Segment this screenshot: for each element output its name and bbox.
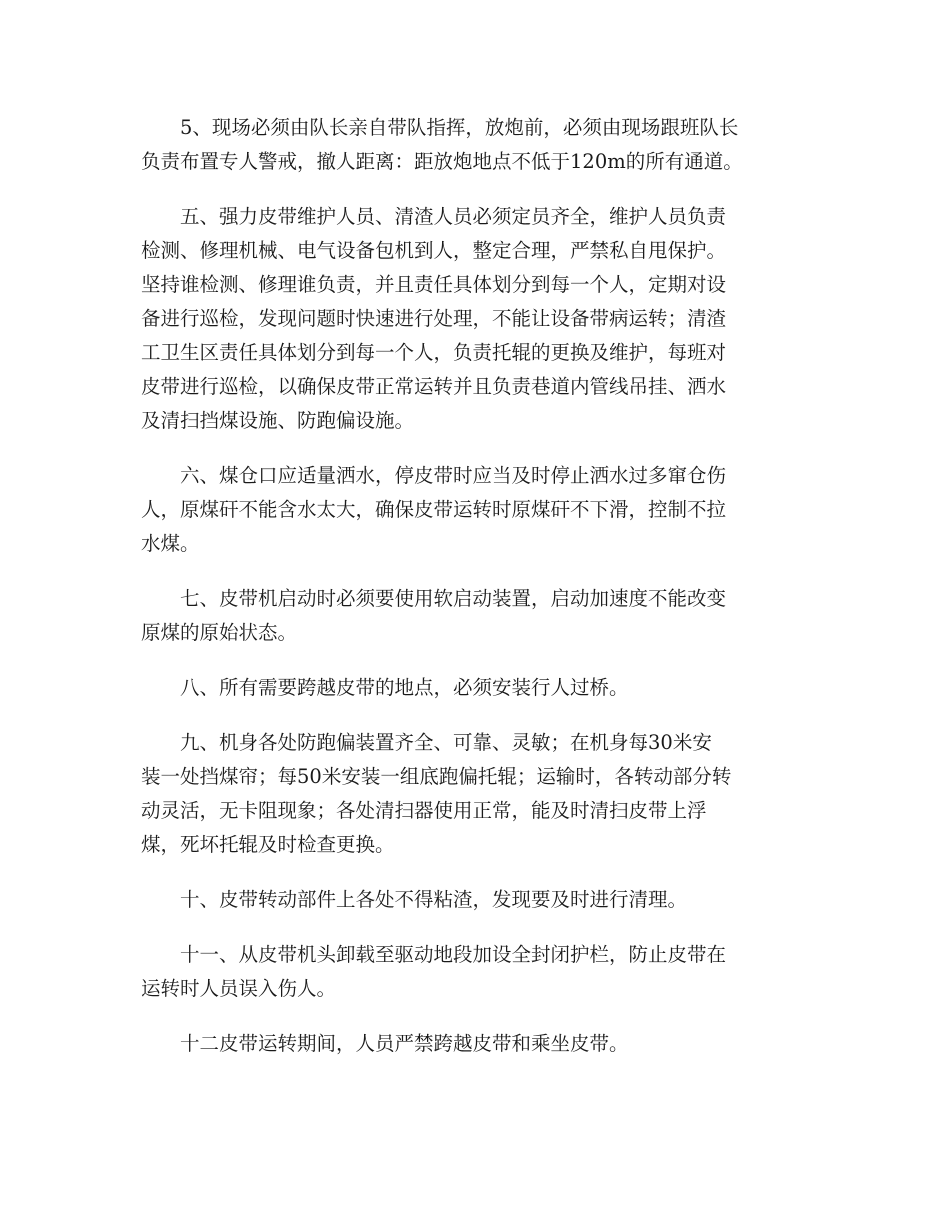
paragraph-line: 运转时人员误入伤人。: [141, 977, 337, 1000]
paragraph-line: 十一、从皮带机头卸载至驱动地段加设全封闭护栏，防止皮带在: [141, 943, 727, 966]
paragraph-line: 十二皮带运转期间，人员严禁跨越皮带和乘坐皮带。: [141, 1032, 629, 1055]
paragraph-line: 五、强力皮带维护人员、清渣人员必须定员齐全，维护人员负责: [141, 205, 727, 228]
paragraph-line: 六、煤仓口应适量洒水，停皮带时应当及时停止洒水过多窜仓伤: [141, 464, 727, 487]
paragraph-line: 十、皮带转动部件上各处不得粘渣，发现要及时进行清理。: [141, 888, 688, 911]
paragraph-line: 皮带进行巡检，以确保皮带正常运转并且负责巷道内管线吊挂、洒水: [141, 375, 727, 398]
paragraph-line: 备进行巡检，发现问题时快速进行处理，不能让设备带病运转；清渣: [141, 307, 727, 330]
paragraph-line: 5、现场必须由队长亲自带队指挥，放炮前，必须由现场跟班队长: [141, 116, 739, 139]
paragraph-line: 负责布置专人警戒，撤人距离：距放炮地点不低于120m的所有通道。: [141, 150, 743, 173]
paragraph-line: 及清扫挡煤设施、防跑偏设施。: [141, 409, 415, 432]
paragraph-line: 动灵活，无卡阻现象；各处清扫器使用正常，能及时清扫皮带上浮: [141, 799, 707, 822]
paragraph-line: 七、皮带机启动时必须要使用软启动装置，启动加速度不能改变: [141, 587, 727, 610]
paragraph-line: 检测、修理机械、电气设备包机到人，整定合理，严禁私自甩保护。: [141, 239, 727, 262]
paragraph-line: 工卫生区责任具体划分到每一个人，负责托辊的更换及维护，每班对: [141, 341, 727, 364]
paragraph-line: 人，原煤矸不能含水太大，确保皮带运转时原煤矸不下滑，控制不拉: [141, 498, 727, 521]
paragraph-line: 水煤。: [141, 532, 200, 555]
paragraph-line: 煤，死坏托辊及时检查更换。: [141, 833, 395, 856]
paragraph-line: 九、机身各处防跑偏装置齐全、可靠、灵敏；在机身每30米安: [141, 731, 712, 754]
paragraph-line: 八、所有需要跨越皮带的地点，必须安装行人过桥。: [141, 676, 629, 699]
paragraph-line: 坚持谁检测、修理谁负责，并且责任具体划分到每一个人，定期对设: [141, 273, 727, 296]
paragraph-line: 装一处挡煤帘；每50米安装一组底跑偏托辊；运输时，各转动部分转: [141, 765, 732, 788]
paragraph-line: 原煤的原始状态。: [141, 621, 298, 644]
